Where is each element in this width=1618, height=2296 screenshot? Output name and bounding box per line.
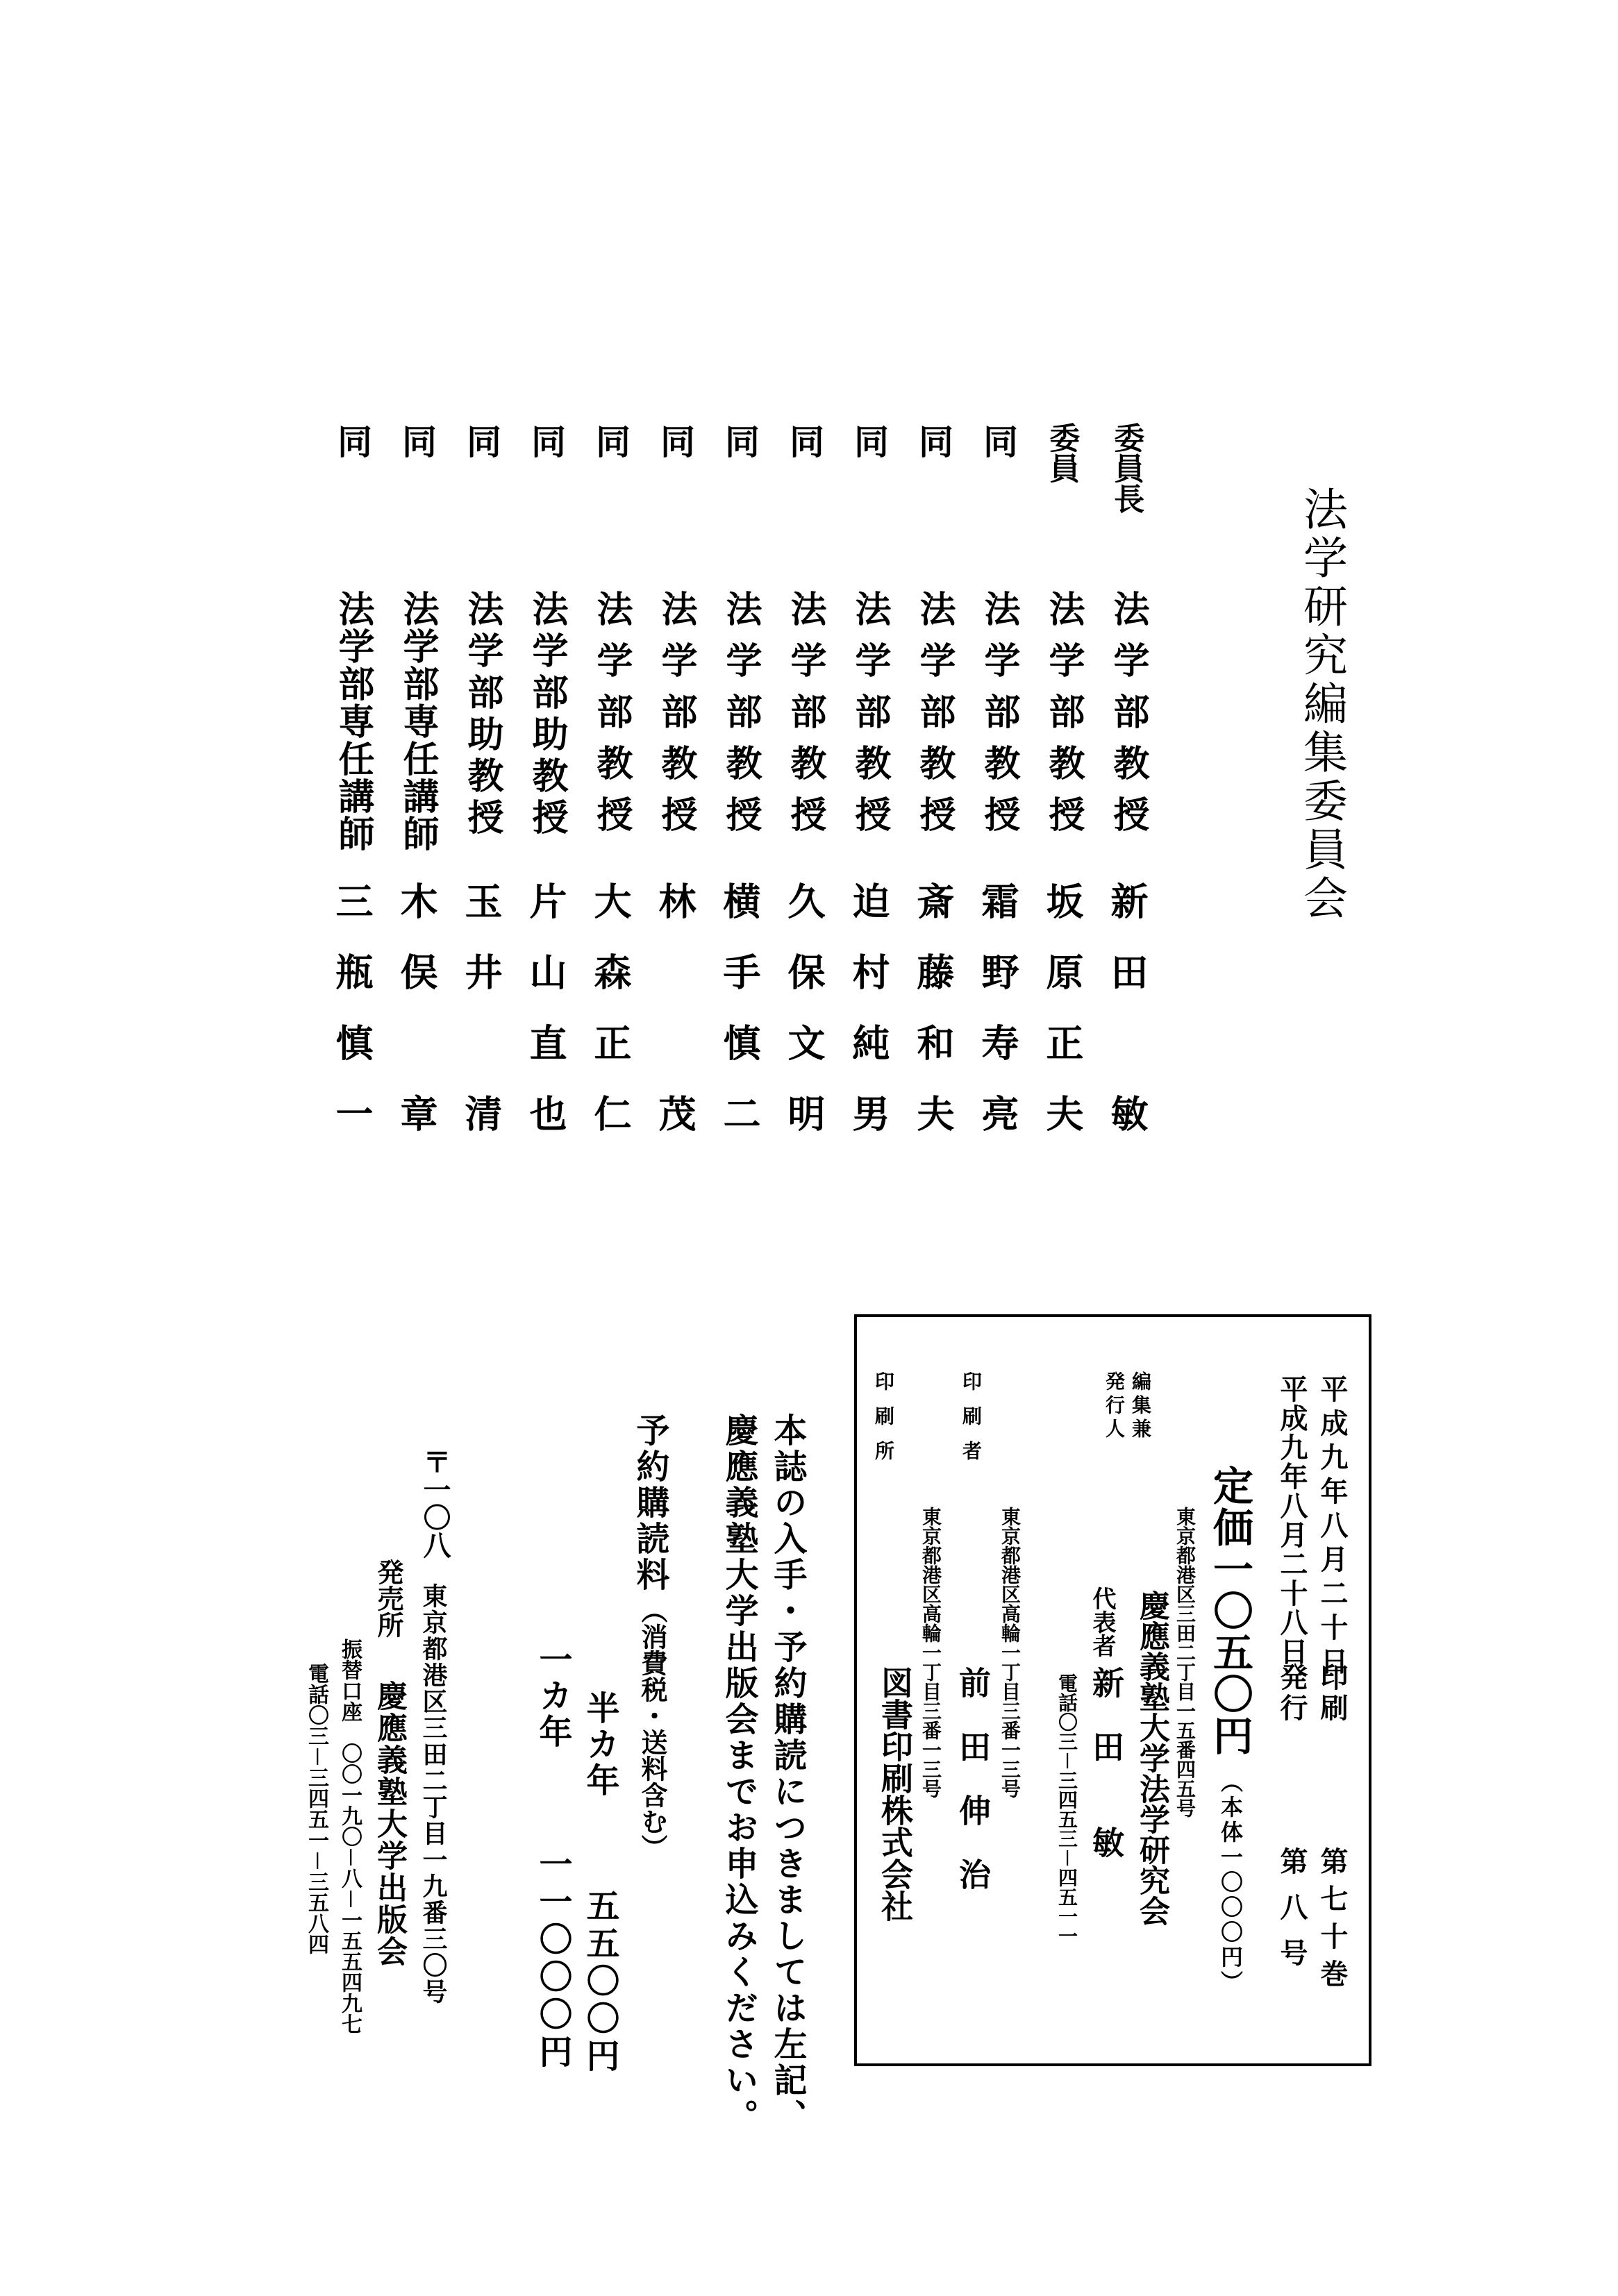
price: 定価一〇五〇円 bbox=[1206, 1465, 1253, 1757]
committee-heading: 法学研究編集委員会 bbox=[1296, 486, 1347, 923]
member-title: 法学部教授 bbox=[655, 590, 697, 847]
member-name: 新田 敏 bbox=[1105, 882, 1149, 1165]
member-name: 大森正仁 bbox=[588, 882, 633, 1165]
distributor-label: 発売所 bbox=[373, 1559, 404, 1638]
member-title: 法学部教授 bbox=[978, 590, 1020, 847]
postal-code: 〒一〇八 bbox=[419, 1448, 451, 1559]
member-name: 迫村純男 bbox=[846, 882, 891, 1165]
member-name: 三瓶慎一 bbox=[330, 882, 374, 1165]
member-role: 委員 bbox=[1044, 422, 1080, 483]
member-name: 玉井 清 bbox=[459, 882, 503, 1165]
issue-number: 第八号 bbox=[1276, 1847, 1308, 1984]
subscription-note-line-1: 本誌の入手・予約購読につきましては左記、 bbox=[768, 1413, 807, 2135]
printer-label: 印刷者 bbox=[960, 1371, 983, 1475]
member-title: 法学部教授 bbox=[1042, 590, 1085, 847]
member-role: 同 bbox=[978, 424, 1019, 469]
member-name: 横手慎二 bbox=[717, 882, 762, 1165]
subscription-fee-note: （消費税・送料含む） bbox=[637, 1597, 668, 1861]
member-role: 同 bbox=[849, 424, 890, 469]
half-year-price: 五五〇〇円 bbox=[581, 1888, 619, 2076]
member-role: 同 bbox=[397, 424, 437, 469]
volume-number: 第七十巻 bbox=[1316, 1847, 1349, 1997]
member-title: 法学部教授 bbox=[784, 590, 826, 847]
price-note: （本体一〇〇〇円） bbox=[1217, 1770, 1244, 1995]
printshop-address: 東京都港区高輪一丁目三番一三号 bbox=[919, 1507, 942, 1798]
transfer-account: 振替口座 〇〇一九〇－八－一五五四九七 bbox=[337, 1639, 362, 2034]
issued-label: 発行 bbox=[1276, 1663, 1308, 1724]
member-name: 霜野寿亮 bbox=[976, 882, 1020, 1165]
half-year-label: 半カ年 bbox=[581, 1691, 619, 1799]
issued-date: 平成九年八月二十八日 bbox=[1276, 1375, 1308, 1666]
member-name: 久保文明 bbox=[782, 882, 826, 1165]
printer-name: 前 田 伸 治 bbox=[954, 1666, 992, 1890]
member-title: 法学部教授 bbox=[719, 590, 762, 847]
publisher-label: 発行人 bbox=[1103, 1371, 1126, 1442]
member-role: 委員長 bbox=[1108, 422, 1144, 514]
member-name: 斎藤和夫 bbox=[911, 882, 956, 1165]
member-title: 法学部教授 bbox=[590, 590, 633, 847]
member-role: 同 bbox=[526, 424, 567, 469]
member-title: 法学部専任講師 bbox=[397, 590, 439, 853]
printed-label: 印刷 bbox=[1316, 1663, 1349, 1724]
member-role: 同 bbox=[461, 424, 502, 469]
member-role: 同 bbox=[332, 424, 373, 469]
editor-address: 東京都港区三田二丁目一五番四五号 bbox=[1174, 1507, 1196, 1818]
editor-phone: 電話〇三－三四五三－四五一一 bbox=[1056, 1673, 1078, 1946]
member-title: 法学部助教授 bbox=[526, 590, 568, 840]
member-name: 林 茂 bbox=[653, 882, 697, 1165]
member-name: 坂原正夫 bbox=[1040, 882, 1085, 1165]
distributor-name: 慶應義塾大学出版会 bbox=[372, 1680, 407, 1968]
member-role: 同 bbox=[655, 424, 696, 469]
member-role: 同 bbox=[719, 424, 760, 469]
member-title: 法学部教授 bbox=[913, 590, 956, 847]
one-year-label: 一カ年 bbox=[533, 1642, 572, 1750]
printed-date: 平成九年八月二十日 bbox=[1316, 1375, 1349, 1681]
rep-label: 代表者 bbox=[1088, 1586, 1116, 1657]
printshop-name: 図書印刷株式会社 bbox=[876, 1666, 914, 1922]
distributor-phone: 電話〇三－三四五一－三五八四 bbox=[304, 1663, 328, 1954]
member-name: 片山直也 bbox=[524, 882, 568, 1165]
subscription-fee-label: 予約購読料 bbox=[631, 1413, 669, 1593]
member-title: 法学部専任講師 bbox=[332, 590, 374, 853]
one-year-price: 一一〇〇〇円 bbox=[533, 1847, 572, 2072]
member-title: 法学部助教授 bbox=[461, 590, 503, 840]
member-name: 木俣 章 bbox=[394, 882, 439, 1165]
member-role: 同 bbox=[784, 424, 825, 469]
distributor-address: 東京都港区三田二丁目一九番三〇号 bbox=[419, 1583, 448, 2005]
member-role: 同 bbox=[590, 424, 631, 469]
member-title: 法学部教授 bbox=[849, 590, 891, 847]
printer-address: 東京都港区高輪一丁目三番一三号 bbox=[999, 1507, 1021, 1798]
printshop-label: 印刷所 bbox=[872, 1371, 895, 1475]
subscription-note-line-2: 慶應義塾大学出版会までお申込みください。 bbox=[719, 1413, 758, 2135]
member-role: 同 bbox=[913, 424, 954, 469]
rep-name: 新 田 敏 bbox=[1087, 1666, 1125, 1858]
editor-label: 編集兼 bbox=[1129, 1371, 1152, 1442]
editor-org: 慶應義塾大学法学研究会 bbox=[1134, 1590, 1169, 1926]
member-title: 法学部教授 bbox=[1107, 590, 1149, 847]
